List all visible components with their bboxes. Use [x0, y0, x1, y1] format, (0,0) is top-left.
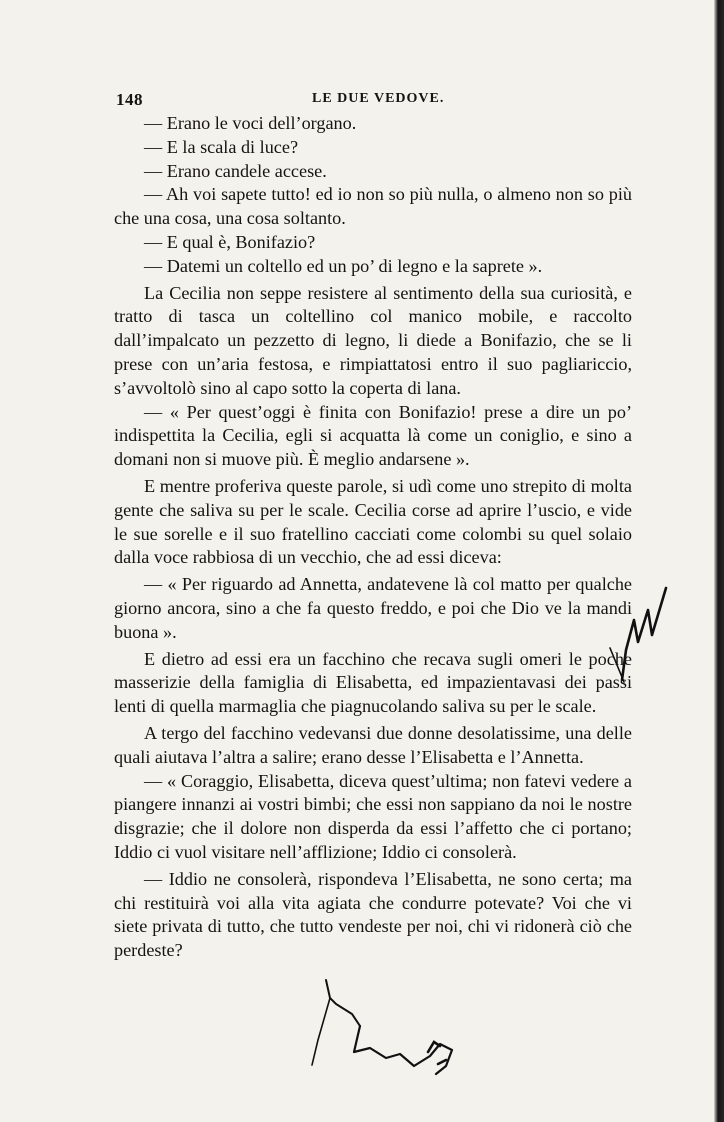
running-title: LE DUE VEDOVE.	[312, 91, 445, 106]
paragraph: — E qual è, Bonifazio?	[144, 231, 316, 252]
paragraph: E mentre proferiva queste parole, si udì come uno strepito di molta gente che saliva su per le scale. Cecilia corse ad aprire l’uscio, e vide le sue sorelle e il suo fratellino cacciati come colombi su quel solaio dalla voce rabbiosa di un vecchio, che ad essi diceva:	[114, 475, 632, 568]
paragraph: — E la scala di luce?	[144, 136, 299, 157]
page-edge-shadow	[714, 0, 724, 1122]
body-text	[114, 112, 632, 963]
page-number: 148	[116, 90, 143, 109]
paragraph: — Erano le voci dell’organo.	[144, 113, 357, 133]
paragraph: — Datemi un coltello ed un po’ di legno e la saprete ».	[144, 255, 543, 276]
paragraph: A tergo del facchino vedevansi due donne desolatissime, una delle quali aiutava l’altra a salire; erano desse l’Elisabetta e l’Annetta.	[114, 722, 632, 767]
paragraph: — « Coraggio, Elisabetta, diceva quest’ultima; non fatevi vedere a piangere innanzi ai vostri bimbi; che essi non sappiano da noi le nostre disgrazie; che il dolore non disperda da essi l’affetto che ci portano; Iddio ci vuol visitare nell’afflizione; Iddio ci consolerà.	[114, 770, 632, 862]
paragraph: La Cecilia non seppe resistere al sentimento della sua curiosità, e tratto di tasca un coltellino col manico mobile, e raccolto dall’impalcato un pezzetto di legno, li diede a Bonifazio, che se li prese con un’aria festosa, e rimpiattatosi entro il suo pagliariccio, s’avvoltolò sino al capo sotto la coperta di lana.	[114, 282, 632, 398]
paragraph: — Erano candele accese.	[144, 160, 327, 181]
paragraph: — Ah voi sapete tutto! ed io non so più nulla, o almeno non so più che una cosa, una cosa soltanto.	[114, 184, 632, 229]
page-header	[116, 90, 646, 114]
paragraph: — Iddio ne consolerà, rispondeva l’Elisabetta, ne sono certa; ma chi restituirà voi alla vita agiata che condurre potevate? Voi che vi siete privata di tutto, che tutto vendeste per noi, chi vi ridonerà ciò che perdeste?	[114, 868, 632, 961]
paragraph: — « Per quest’oggi è finita con Bonifazio! prese a dire un po’ indispettita la Cecilia, egli si acquatta là come un coniglio, e sino a domani non si muove più. È meglio andarsene ».	[114, 401, 632, 470]
pen-doodle	[290, 970, 480, 1090]
paragraph: E dietro ad essi era un facchino che recava sugli omeri le poche masserizie della famiglia di Elisabetta, ed impazientavasi dei passi lenti di quella marmaglia che piagnucolando saliva su per le scale.	[114, 648, 632, 717]
paragraph: — « Per riguardo ad Annetta, andatevene là col matto per qualche giorno ancora, sino a che fa questo freddo, e poi che Dio ve la mandi buona ».	[114, 574, 632, 642]
margin-pen-mark	[604, 580, 684, 690]
